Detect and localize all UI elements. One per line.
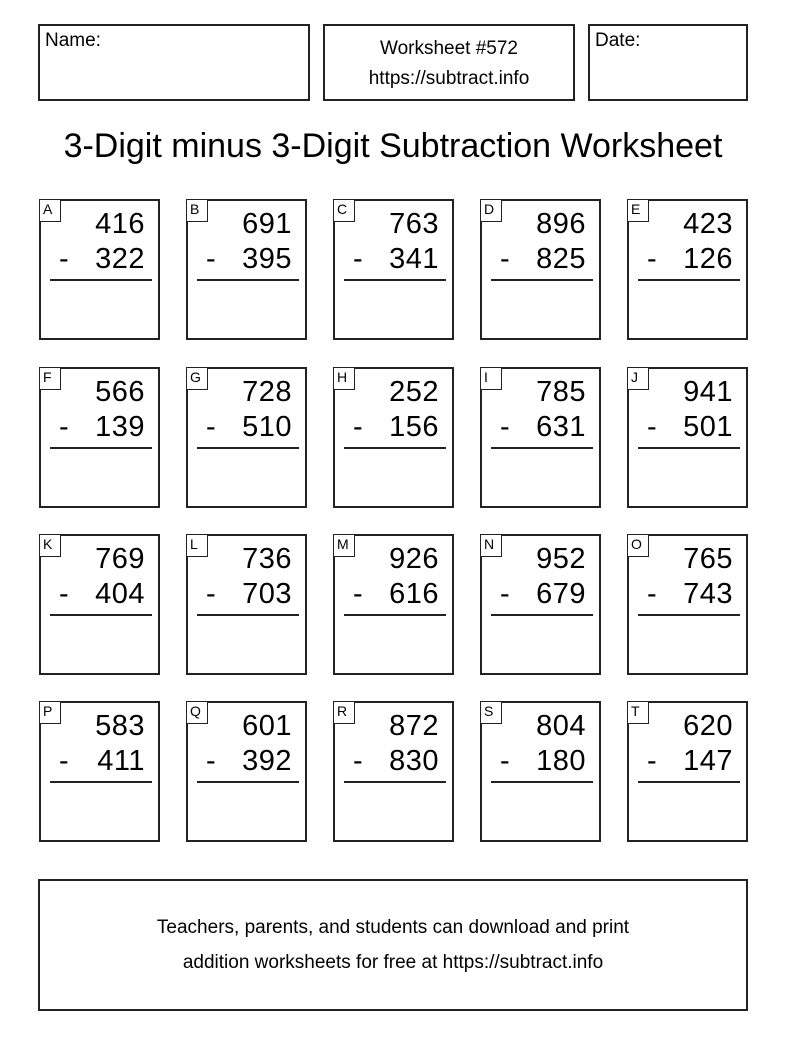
minus-sign: - xyxy=(500,243,510,275)
minus-sign: - xyxy=(59,578,69,610)
problem-label: T xyxy=(627,701,649,724)
name-field-box[interactable] xyxy=(38,24,310,101)
subtrahend: 322 xyxy=(95,243,145,275)
answer-line xyxy=(50,781,152,783)
subtrahend: 679 xyxy=(536,578,586,610)
problem-box[interactable] xyxy=(480,534,601,675)
problem-box[interactable] xyxy=(333,701,454,842)
footer-line-2: addition worksheets for free at https://subtract.info xyxy=(182,952,604,973)
problem-label: M xyxy=(333,534,355,557)
problem-box[interactable] xyxy=(186,367,307,508)
problem-box[interactable] xyxy=(333,534,454,675)
minuend: 804 xyxy=(536,710,586,742)
subtrahend: 411 xyxy=(97,745,145,777)
problem-label: F xyxy=(39,367,61,390)
answer-line xyxy=(50,279,152,281)
minus-sign: - xyxy=(647,411,657,443)
minuend: 785 xyxy=(536,376,586,408)
problem-label: I xyxy=(480,367,502,390)
minuend: 769 xyxy=(95,543,145,575)
subtrahend: 139 xyxy=(95,411,145,443)
subtrahend: 631 xyxy=(536,411,586,443)
problem-label: G xyxy=(186,367,208,390)
minuend: 566 xyxy=(95,376,145,408)
subtrahend: 395 xyxy=(242,243,292,275)
problem-box[interactable] xyxy=(186,701,307,842)
problem-label: S xyxy=(480,701,502,724)
minuend: 941 xyxy=(683,376,733,408)
problem-label: K xyxy=(39,534,61,557)
problem-label: Q xyxy=(186,701,208,724)
minus-sign: - xyxy=(353,745,363,777)
answer-line xyxy=(638,614,740,616)
date-label: Date: xyxy=(595,30,641,51)
answer-line xyxy=(344,279,446,281)
problem-box[interactable] xyxy=(333,367,454,508)
answer-line xyxy=(638,279,740,281)
problem-label: D xyxy=(480,199,502,222)
answer-line xyxy=(197,781,299,783)
problem-box[interactable] xyxy=(186,534,307,675)
subtrahend: 501 xyxy=(683,411,733,443)
page-title: 3-Digit minus 3-Digit Subtraction Worksheet xyxy=(63,127,723,165)
minuend: 926 xyxy=(389,543,439,575)
date-field-box[interactable] xyxy=(588,24,748,101)
subtrahend: 830 xyxy=(389,745,439,777)
footer-note xyxy=(38,879,748,1011)
minus-sign: - xyxy=(353,411,363,443)
minus-sign: - xyxy=(500,411,510,443)
minuend: 736 xyxy=(242,543,292,575)
problem-box[interactable] xyxy=(480,701,601,842)
problem-label: N xyxy=(480,534,502,557)
minus-sign: - xyxy=(647,243,657,275)
minus-sign: - xyxy=(59,745,69,777)
footer-line-1: Teachers, parents, and students can download and print xyxy=(156,917,630,938)
minuend: 416 xyxy=(95,208,145,240)
minuend: 691 xyxy=(242,208,292,240)
minuend: 601 xyxy=(242,710,292,742)
minus-sign: - xyxy=(206,243,216,275)
problem-label: C xyxy=(333,199,355,222)
minuend: 728 xyxy=(242,376,292,408)
subtrahend: 392 xyxy=(242,745,292,777)
subtrahend: 703 xyxy=(242,578,292,610)
minuend: 763 xyxy=(389,208,439,240)
minuend: 765 xyxy=(683,543,733,575)
minuend: 583 xyxy=(95,710,145,742)
minuend: 896 xyxy=(536,208,586,240)
subtrahend: 147 xyxy=(683,745,733,777)
problem-box[interactable] xyxy=(39,534,160,675)
name-label: Name: xyxy=(45,30,101,51)
minus-sign: - xyxy=(206,745,216,777)
minus-sign: - xyxy=(59,243,69,275)
minuend: 423 xyxy=(683,208,733,240)
problem-box[interactable] xyxy=(39,199,160,340)
problem-label: E xyxy=(627,199,649,222)
subtrahend: 404 xyxy=(95,578,145,610)
problem-box[interactable] xyxy=(186,199,307,340)
subtrahend: 743 xyxy=(683,578,733,610)
answer-line xyxy=(50,447,152,449)
answer-line xyxy=(50,614,152,616)
answer-line xyxy=(491,279,593,281)
minus-sign: - xyxy=(647,578,657,610)
minus-sign: - xyxy=(500,578,510,610)
subtrahend: 126 xyxy=(683,243,733,275)
subtrahend: 341 xyxy=(389,243,439,275)
problem-label: A xyxy=(39,199,61,222)
problem-box[interactable] xyxy=(480,199,601,340)
answer-line xyxy=(638,447,740,449)
minus-sign: - xyxy=(206,578,216,610)
problem-box[interactable] xyxy=(627,534,748,675)
problem-label: O xyxy=(627,534,649,557)
worksheet-info-box xyxy=(323,24,575,101)
answer-line xyxy=(491,781,593,783)
subtrahend: 510 xyxy=(242,411,292,443)
worksheet-number: Worksheet #572 xyxy=(379,38,518,59)
problem-box[interactable] xyxy=(627,367,748,508)
minus-sign: - xyxy=(500,745,510,777)
minuend: 620 xyxy=(683,710,733,742)
problem-label: H xyxy=(333,367,355,390)
minuend: 872 xyxy=(389,710,439,742)
answer-line xyxy=(197,279,299,281)
answer-line xyxy=(344,781,446,783)
answer-line xyxy=(491,447,593,449)
problem-label: P xyxy=(39,701,61,724)
problem-box[interactable] xyxy=(627,701,748,842)
minus-sign: - xyxy=(206,411,216,443)
problem-box[interactable] xyxy=(39,701,160,842)
worksheet-url: https://subtract.info xyxy=(368,68,530,89)
answer-line xyxy=(197,447,299,449)
subtrahend: 180 xyxy=(536,745,586,777)
minuend: 952 xyxy=(536,543,586,575)
subtrahend: 156 xyxy=(389,411,439,443)
minus-sign: - xyxy=(647,745,657,777)
problem-label: B xyxy=(186,199,208,222)
minuend: 252 xyxy=(389,376,439,408)
problem-box[interactable] xyxy=(333,199,454,340)
answer-line xyxy=(491,614,593,616)
minus-sign: - xyxy=(353,578,363,610)
problem-label: J xyxy=(627,367,649,390)
subtrahend: 616 xyxy=(389,578,439,610)
problem-box[interactable] xyxy=(480,367,601,508)
problem-box[interactable] xyxy=(627,199,748,340)
subtrahend: 825 xyxy=(536,243,586,275)
answer-line xyxy=(344,447,446,449)
minus-sign: - xyxy=(353,243,363,275)
problem-label: R xyxy=(333,701,355,724)
answer-line xyxy=(197,614,299,616)
answer-line xyxy=(638,781,740,783)
answer-line xyxy=(344,614,446,616)
minus-sign: - xyxy=(59,411,69,443)
problem-box[interactable] xyxy=(39,367,160,508)
problem-label: L xyxy=(186,534,208,557)
